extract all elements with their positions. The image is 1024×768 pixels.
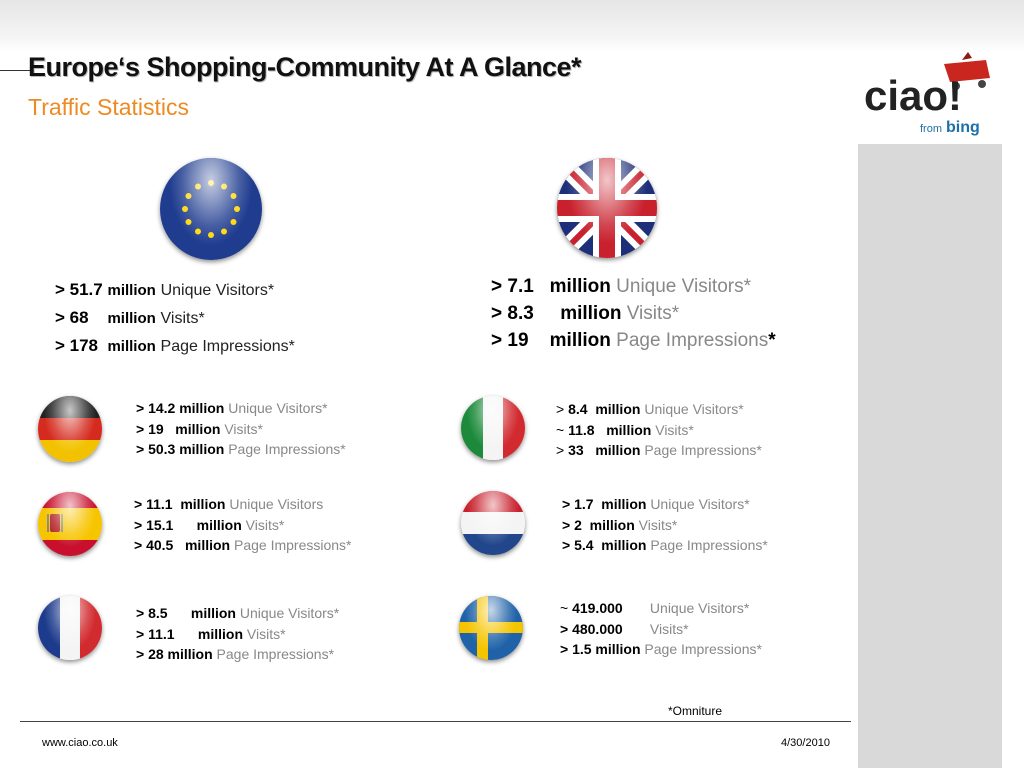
germany-stats: > 14.2 million Unique Visitors* > 19 million Visits* > 50.3 million Page Impressions* [136, 400, 346, 457]
germany-flag-icon [38, 396, 102, 462]
sweden-stats: ~ 419.000 Unique Visitors* > 480.000 Visits* > 1.5 million Page Impressions* [560, 600, 762, 657]
netherlands-flag-icon [461, 491, 525, 555]
netherlands-stats: > 1.7 million Unique Visitors* > 2 million Visits* > 5.4 million Page Impressions* [562, 496, 768, 553]
footer-date: 4/30/2010 [781, 737, 830, 749]
footnote: *Omniture [668, 704, 723, 718]
uk-stats: > 7.1 million Unique Visitors* > 8.3 million Visits* > 19 million Page Impressions* [491, 276, 776, 351]
eu-flag-icon [160, 158, 262, 260]
side-panel [858, 144, 1002, 768]
ciao-logo [858, 52, 998, 138]
header-rule [0, 70, 30, 71]
italy-flag-icon [461, 396, 525, 460]
header-band [0, 0, 1024, 52]
bing-wordmark: bing [946, 119, 980, 136]
france-flag-icon [38, 596, 102, 660]
sweden-flag-icon [459, 596, 523, 660]
europe-stats: > 51.7 million Unique Visitors* > 68 million Visits* > 178 million Page Impressions* [55, 280, 295, 355]
from-label: from [920, 123, 942, 135]
france-stats: > 8.5 million Unique Visitors* > 11.1 million Visits* > 28 million Page Impressions* [136, 605, 340, 662]
page-subtitle: Traffic Statistics [28, 94, 190, 120]
italy-stats: > 8.4 million Unique Visitors* ~ 11.8 million Visits* > 33 million Page Impressions* [556, 401, 762, 458]
ciao-wordmark: ciao! [864, 72, 963, 119]
footer-rule [20, 721, 851, 722]
spain-stats: > 11.1 million Unique Visitors > 15.1 million Visits* > 40.5 million Page Impressions* [134, 496, 352, 553]
uk-flag-icon [557, 158, 657, 258]
page-title: Europe‘s Shopping-Community At A Glance* [28, 52, 582, 82]
footer-website: www.ciao.co.uk [42, 737, 118, 749]
spain-flag-icon [38, 492, 102, 556]
